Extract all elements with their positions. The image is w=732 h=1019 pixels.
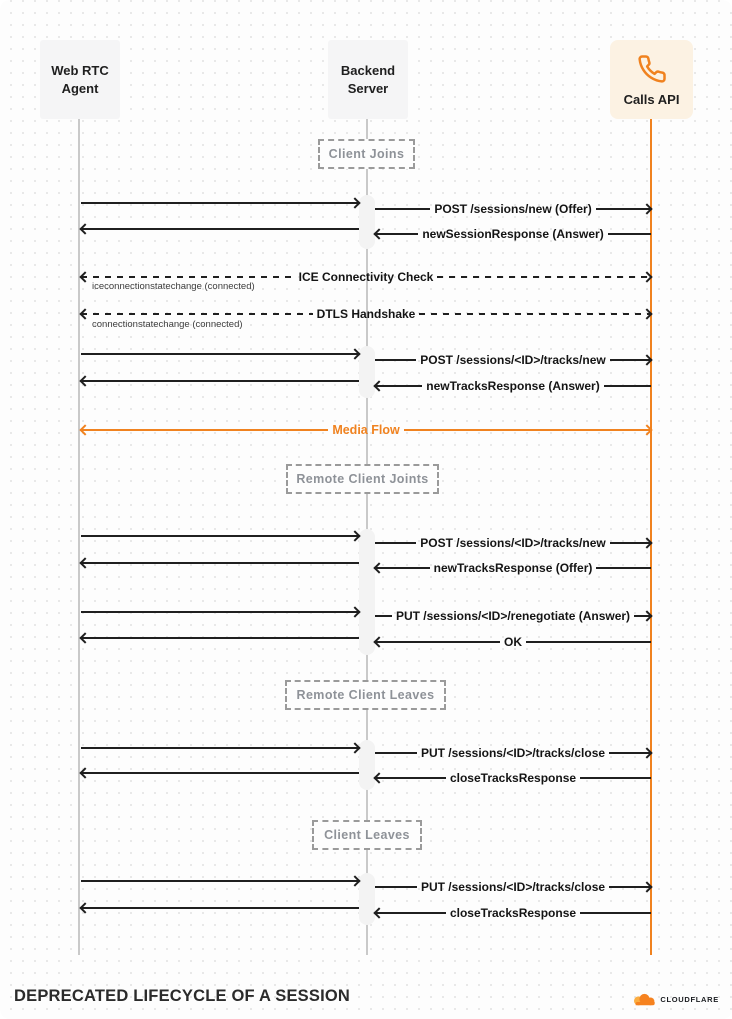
arrowhead-left-icon: [373, 380, 384, 391]
arrow-line: [81, 562, 359, 564]
arrowhead-left-icon: [79, 557, 90, 568]
arrowhead-left-icon: [373, 772, 384, 783]
arrow-webrtc-to-backend: [81, 528, 359, 544]
message-label: POST /sessions/<ID>/tracks/new: [420, 536, 606, 550]
actor-label: Web RTC Agent: [51, 62, 109, 96]
actor-label: Calls API: [623, 92, 680, 108]
arrow-media-flow: [81, 422, 651, 438]
message-label: Media Flow: [332, 423, 400, 437]
arrow-line: [580, 777, 651, 779]
actor-label: Backend Server: [340, 62, 396, 96]
message-label: ICE Connectivity Check: [298, 270, 434, 284]
arrowhead-right-icon: [641, 610, 652, 621]
arrow-calls-to-backend: [375, 770, 651, 786]
arrow-backend-to-calls: [375, 201, 651, 217]
phase-remote-client-leaves: [285, 680, 446, 710]
phase-remote-client-joints: [286, 464, 439, 494]
actor-backend-server: [328, 40, 408, 119]
arrow-line: [419, 313, 651, 315]
event-label: iceconnectionstatechange (connected): [92, 281, 255, 292]
arrowhead-right-icon: [349, 530, 360, 541]
arrowhead-right-icon: [349, 348, 360, 359]
arrow-line: [375, 777, 446, 779]
arrow-calls-to-backend: [375, 226, 651, 242]
diagram-title: DEPRECATED LIFECYCLE OF A SESSION: [14, 987, 351, 1005]
arrow-backend-to-webrtc: [81, 765, 359, 781]
arrow-line: [375, 615, 392, 617]
activation-bar: [359, 346, 375, 398]
arrow-line: [81, 880, 359, 882]
actor-webrtc-agent: [40, 40, 120, 119]
arrowhead-right-icon: [349, 606, 360, 617]
arrowhead-left-icon: [79, 632, 90, 643]
arrow-backend-to-webrtc: [81, 373, 359, 389]
arrow-line: [580, 912, 651, 914]
arrow-line: [81, 611, 359, 613]
arrow-line: [81, 313, 313, 315]
activation-bar: [359, 195, 375, 249]
phase-label: Remote Client Leaves: [296, 688, 435, 702]
arrow-line: [437, 276, 651, 278]
arrowhead-left-icon: [79, 271, 90, 282]
message-label: newTracksResponse (Answer): [426, 379, 600, 393]
phase-client-joins: [318, 139, 415, 169]
actor-calls-api: [610, 40, 693, 119]
arrow-backend-to-calls: [375, 535, 651, 551]
arrow-webrtc-to-backend: [81, 873, 359, 889]
arrowhead-left-icon: [373, 636, 384, 647]
arrow-line: [375, 752, 417, 754]
arrow-backend-to-calls: [375, 745, 651, 761]
arrow-calls-to-backend: [375, 905, 651, 921]
message-label: DTLS Handshake: [316, 307, 416, 321]
arrow-backend-to-webrtc: [81, 900, 359, 916]
arrow-line: [604, 385, 651, 387]
message-label: closeTracksResponse: [449, 906, 577, 920]
arrow-line: [375, 208, 430, 210]
arrow-line: [81, 637, 359, 639]
arrowhead-left-icon: [373, 562, 384, 573]
arrow-line: [375, 641, 500, 643]
arrow-webrtc-to-backend: [81, 195, 359, 211]
arrow-backend-to-webrtc: [81, 555, 359, 571]
message-label: closeTracksResponse: [449, 771, 577, 785]
arrow-calls-to-backend: [375, 560, 651, 576]
arrowhead-left-icon: [373, 228, 384, 239]
arrowhead-left-icon: [373, 907, 384, 918]
arrow-webrtc-to-backend: [81, 346, 359, 362]
lifeline-webrtc-agent: [78, 119, 80, 955]
message-label: PUT /sessions/<ID>/renegotiate (Answer): [395, 609, 631, 623]
arrow-line: [608, 233, 651, 235]
arrowhead-right-icon: [641, 537, 652, 548]
event-label: connectionstatechange (connected): [92, 319, 243, 330]
message-label: PUT /sessions/<ID>/tracks/close: [420, 746, 606, 760]
arrow-line: [81, 228, 359, 230]
phone-icon: [637, 54, 667, 84]
arrow-line: [375, 886, 417, 888]
phase-label: Client Joins: [328, 147, 405, 161]
activation-bar: [359, 873, 375, 925]
arrow-calls-to-backend: [375, 378, 651, 394]
arrow-line: [81, 747, 359, 749]
message-label: POST /sessions/new (Offer): [434, 202, 592, 216]
arrow-line: [526, 641, 651, 643]
arrowhead-left-icon: [79, 424, 90, 435]
arrow-calls-to-backend: [375, 634, 651, 650]
arrow-line: [375, 542, 416, 544]
arrowhead-right-icon: [641, 881, 652, 892]
arrow-line: [81, 535, 359, 537]
arrow-line: [81, 353, 359, 355]
arrow-line: [404, 429, 651, 432]
message-label: newSessionResponse (Answer): [422, 227, 604, 241]
cloudflare-logo: [631, 992, 719, 1007]
arrowhead-left-icon: [79, 308, 90, 319]
arrowhead-right-icon: [641, 203, 652, 214]
arrow-line: [81, 202, 359, 204]
arrowhead-right-icon: [641, 308, 652, 319]
phase-client-leaves: [312, 820, 422, 850]
arrow-line: [81, 380, 359, 382]
message-label: OK: [504, 635, 522, 649]
cloudflare-cloud-icon: [631, 992, 657, 1007]
phase-label: Client Leaves: [324, 828, 410, 842]
arrow-backend-to-webrtc: [81, 221, 359, 237]
arrowhead-right-icon: [641, 354, 652, 365]
arrow-line: [81, 429, 328, 432]
arrowhead-left-icon: [79, 223, 90, 234]
arrowhead-left-icon: [79, 902, 90, 913]
arrow-backend-to-webrtc: [81, 630, 359, 646]
arrow-line: [596, 567, 651, 569]
arrowhead-right-icon: [641, 424, 652, 435]
arrow-webrtc-to-backend: [81, 604, 359, 620]
arrow-line: [375, 359, 416, 361]
arrowhead-left-icon: [79, 375, 90, 386]
activation-bar: [359, 529, 375, 655]
arrowhead-right-icon: [349, 875, 360, 886]
message-label: POST /sessions/<ID>/tracks/new: [420, 353, 606, 367]
arrowhead-left-icon: [79, 767, 90, 778]
arrowhead-right-icon: [349, 742, 360, 753]
arrowhead-right-icon: [641, 271, 652, 282]
arrowhead-right-icon: [641, 747, 652, 758]
brand-label: CLOUDFLARE: [660, 995, 719, 1004]
arrow-line: [81, 276, 295, 278]
arrow-backend-to-calls: [375, 352, 651, 368]
message-label: PUT /sessions/<ID>/tracks/close: [420, 880, 606, 894]
phase-label: Remote Client Joints: [296, 472, 429, 486]
activation-bar: [359, 740, 375, 790]
arrowhead-right-icon: [349, 197, 360, 208]
arrow-backend-to-calls: [375, 608, 651, 624]
arrow-line: [375, 912, 446, 914]
arrow-line: [81, 772, 359, 774]
arrow-line: [81, 907, 359, 909]
arrow-backend-to-calls: [375, 879, 651, 895]
message-label: newTracksResponse (Offer): [433, 561, 593, 575]
arrow-webrtc-to-backend: [81, 740, 359, 756]
